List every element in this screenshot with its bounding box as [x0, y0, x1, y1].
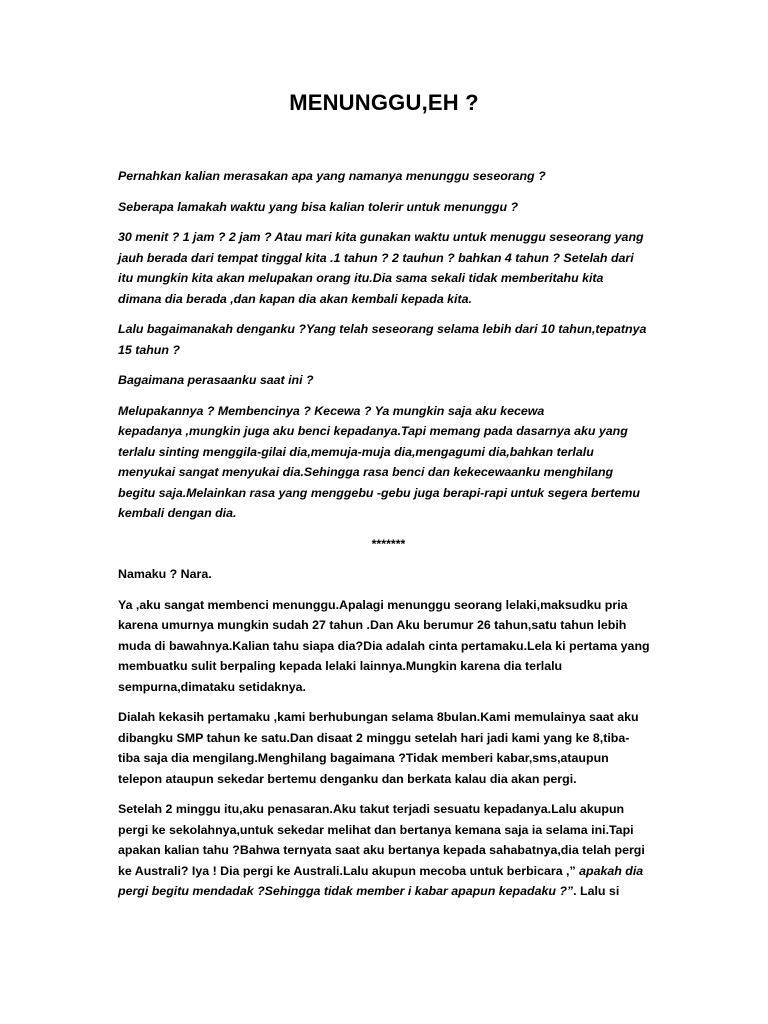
- text-line: tiba saja dia mengilang.Menghilang bagaimana ?Tidak memberi kabar,sms,ataupun: [118, 751, 609, 765]
- paragraph: [118, 370, 658, 391]
- document-title: MENUNGGU,EH ?: [289, 90, 479, 115]
- text-line: kepadanya ,mungkin juga aku benci kepadanya.Tapi memang pada dasarnya aku yang: [118, 424, 628, 438]
- text-line: jauh berada dari tempat tinggal kita .1 tahun ? 2 tauhun ? bahkan 4 tahun ? Setelah dari: [118, 250, 634, 265]
- text-line: Pernahkan kalian merasakan apa yang namanya menunggu seseorang ?: [118, 169, 546, 183]
- text-line: terlalu sinting menggila-gilai dia,memuja-muja dia,mengagumi dia,bahkan terlalu: [118, 444, 594, 459]
- paragraph: [118, 227, 658, 309]
- section-separator: *******: [371, 536, 405, 551]
- text-line: Dialah kekasih pertamaku ,kami berhubungan selama 8bulan.Kami memulainya saat aku: [118, 710, 639, 724]
- text-line: [118, 881, 658, 902]
- text-line: apakan kalian tahu ?Bahwa ternyata saat aku bertanya kepada sahabatnya,dia telah pergi: [118, 843, 645, 857]
- text-line: Melupakannya ? Membencinya ? Kecewa ? Ya mungkin saja aku kecewa: [118, 403, 545, 418]
- text-run: . Lalu si: [573, 884, 620, 898]
- text-line: telepon ataupun sekedar bertemu denganku dan berkata kalau dia akan pergi.: [118, 771, 577, 786]
- text-line: kembali dengan dia.: [118, 506, 237, 520]
- text-line: muda di bawahnya.Kalian tahu siapa dia?Dia adalah cinta pertamaku.Lela ki pertama yang: [118, 638, 650, 653]
- text-run-italic: pergi begitu mendadak ?Sehingga tidak member i kabar apapun kepadaku ?”: [118, 884, 574, 898]
- text-line: membuatku sulit berpaling kepada lelaki lainnya.Mungkin karena dia terlalu: [118, 659, 563, 673]
- text-line: Seberapa lamakah waktu yang bisa kalian tolerir untuk menunggu ?: [118, 199, 519, 214]
- paragraph: [118, 319, 658, 360]
- paragraph: [118, 401, 658, 524]
- text-line: dimana dia berada ,dan kapan dia akan kembali kepada kita.: [118, 291, 472, 306]
- text-line: Bagaimana perasaanku saat ini ?: [118, 373, 314, 387]
- text-run: ke Australi? Iya ! Dia pergi ke Australi.Lalu akupun mecoba untuk berbicara ,”: [118, 863, 580, 878]
- text-line: pergi ke sekolahnya,untuk sekedar melihat dan bertanya kemana saja ia selama ini.Tapi: [118, 822, 634, 837]
- text-run-italic: apakah dia: [579, 863, 644, 878]
- text-line: 15 tahun ?: [118, 342, 180, 357]
- text-line: sempurna,dimataku setidaknya.: [118, 679, 306, 694]
- text-line: itu mungkin kita akan melupakan orang itu.Dia sama sekali tidak memberitahu kita: [118, 271, 604, 285]
- text-line: [118, 861, 658, 882]
- paragraph: [118, 799, 658, 902]
- paragraph: [118, 564, 658, 585]
- text-line: menyukai sangat menyukai dia.Sehingga rasa benci dan kekecewaanku menghilang: [118, 465, 614, 479]
- text-line: Namaku ? Nara.: [118, 567, 212, 581]
- text-line: Setelah 2 minggu itu,aku penasaran.Aku takut terjadi sesuatu kepadanya.Lalu akupun: [118, 802, 625, 816]
- paragraph: [118, 595, 658, 698]
- document-body: [118, 166, 658, 912]
- text-line: dibangku SMP tahun ke satu.Dan disaat 2 minggu setelah hari jadi kami yang ke 8,tiba-: [118, 730, 630, 745]
- paragraph: [118, 197, 658, 218]
- paragraph: [118, 707, 658, 789]
- text-line: 30 menit ? 1 jam ? 2 jam ? Atau mari kita gunakan waktu untuk menuggu seseorang yang: [118, 230, 644, 244]
- text-line: karena umurnya mungkin sudah 27 tahun .Dan Aku berumur 26 tahun,satu tahun lebih: [118, 618, 627, 632]
- paragraph: [118, 166, 658, 187]
- text-line: begitu saja.Melainkan rasa yang menggebu -gebu juga berapi-rapi untuk segera bertemu: [118, 485, 640, 500]
- text-line: Ya ,aku sangat membenci menunggu.Apalagi menunggu seorang lelaki,maksudku pria: [118, 597, 628, 612]
- text-line: Lalu bagaimanakah denganku ?Yang telah seseorang selama lebih dari 10 tahun,tepatnya: [118, 322, 647, 336]
